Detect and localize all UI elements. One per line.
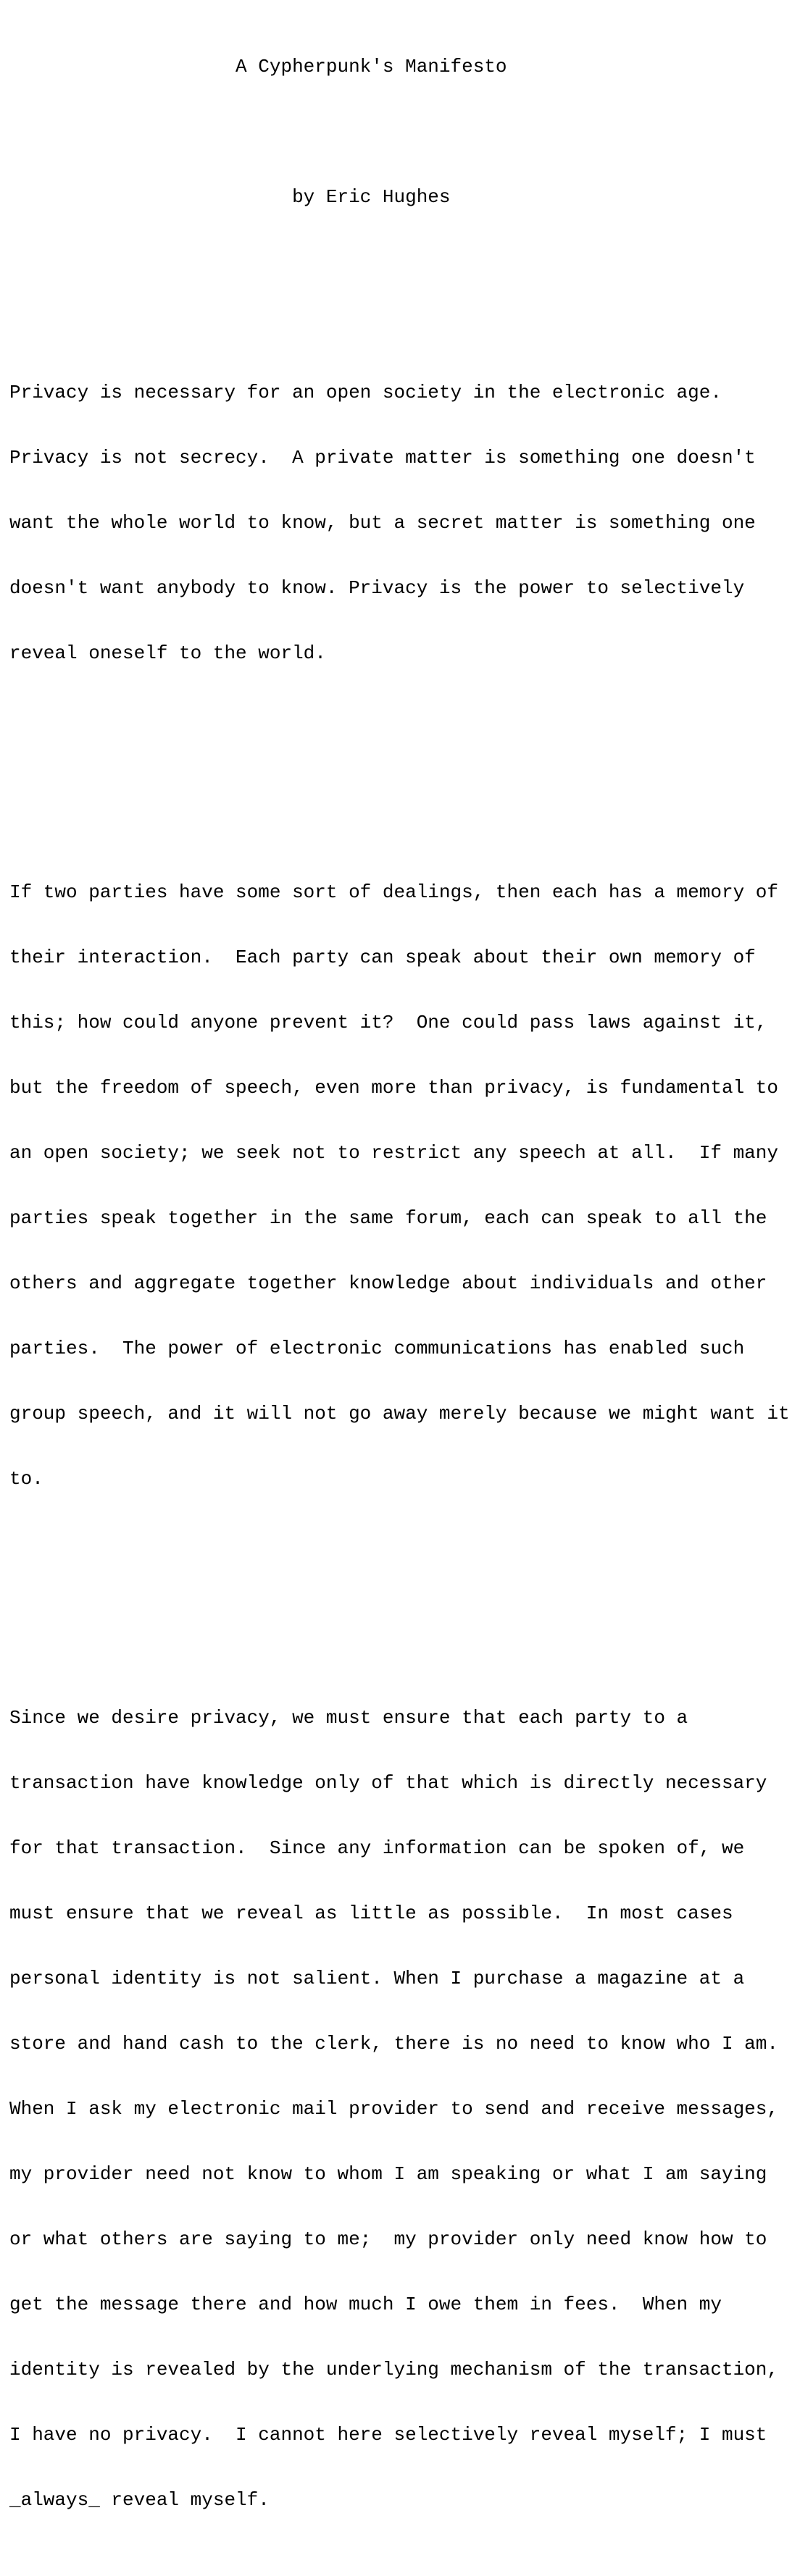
blank-line	[9, 251, 790, 273]
text-line: reveal oneself to the world.	[9, 642, 326, 664]
paragraph-1	[9, 338, 790, 708]
text-line: for that transaction. Since any information can be spoken of, we	[9, 1837, 745, 1859]
blank-line	[9, 751, 790, 773]
text-line: to.	[9, 1468, 43, 1490]
text-line: If two parties have some sort of dealings, then each has a memory of	[9, 881, 778, 903]
text-line: get the message there and how much I owe them in fees. When my	[9, 2294, 722, 2315]
manifesto-document	[9, 12, 790, 2576]
text-line: group speech, and it will not go away merely because we might want it	[9, 1403, 790, 1425]
text-line: my provider need not know to whom I am speaking or what I am saying	[9, 2163, 767, 2185]
text-line: personal identity is not salient. When I purchase a magazine at a	[9, 1968, 745, 1989]
blank-line	[9, 121, 790, 143]
text-line: an open society; we seek not to restrict any speech at all. If many	[9, 1142, 778, 1164]
text-line: others and aggregate together knowledge about individuals and other	[9, 1272, 767, 1294]
text-line: want the whole world to know, but a secret matter is something one	[9, 512, 756, 534]
text-line: this; how could anyone prevent it? One could pass laws against it,	[9, 1012, 767, 1033]
text-line: parties. The power of electronic communications has enabled such	[9, 1338, 745, 1359]
text-line: their interaction. Each party can speak about their own memory of	[9, 947, 756, 968]
document-byline: by Eric Hughes	[9, 186, 451, 208]
document-title: A Cypherpunk's Manifesto	[9, 56, 507, 77]
text-line: I have no privacy. I cannot here selectively reveal myself; I must	[9, 2424, 767, 2446]
text-line: Privacy is necessary for an open society in the electronic age.	[9, 382, 722, 403]
blank-line	[9, 1577, 790, 1598]
text-line: Privacy is not secrecy. A private matter is something one doesn't	[9, 447, 756, 469]
text-line: transaction have knowledge only of that which is directly necessary	[9, 1772, 767, 1794]
text-line: must ensure that we reveal as little as possible. In most cases	[9, 1902, 733, 1924]
text-line: When I ask my electronic mail provider to send and receive messages,	[9, 2098, 778, 2120]
text-line: _always_ reveal myself.	[9, 2489, 270, 2511]
text-line: identity is revealed by the underlying mechanism of the transaction,	[9, 2359, 778, 2380]
text-line: store and hand cash to the clerk, there is no need to know who I am.	[9, 2033, 778, 2055]
text-line: doesn't want anybody to know. Privacy is the power to selectively	[9, 577, 745, 599]
text-line: or what others are saying to me; my provider only need know how to	[9, 2228, 767, 2250]
text-line: but the freedom of speech, even more than privacy, is fundamental to	[9, 1077, 778, 1099]
paragraph-2	[9, 838, 790, 1533]
text-line: parties speak together in the same forum, each can speak to all the	[9, 1207, 767, 1229]
paragraph-3	[9, 1664, 790, 2554]
text-line: Since we desire privacy, we must ensure that each party to a	[9, 1707, 688, 1729]
